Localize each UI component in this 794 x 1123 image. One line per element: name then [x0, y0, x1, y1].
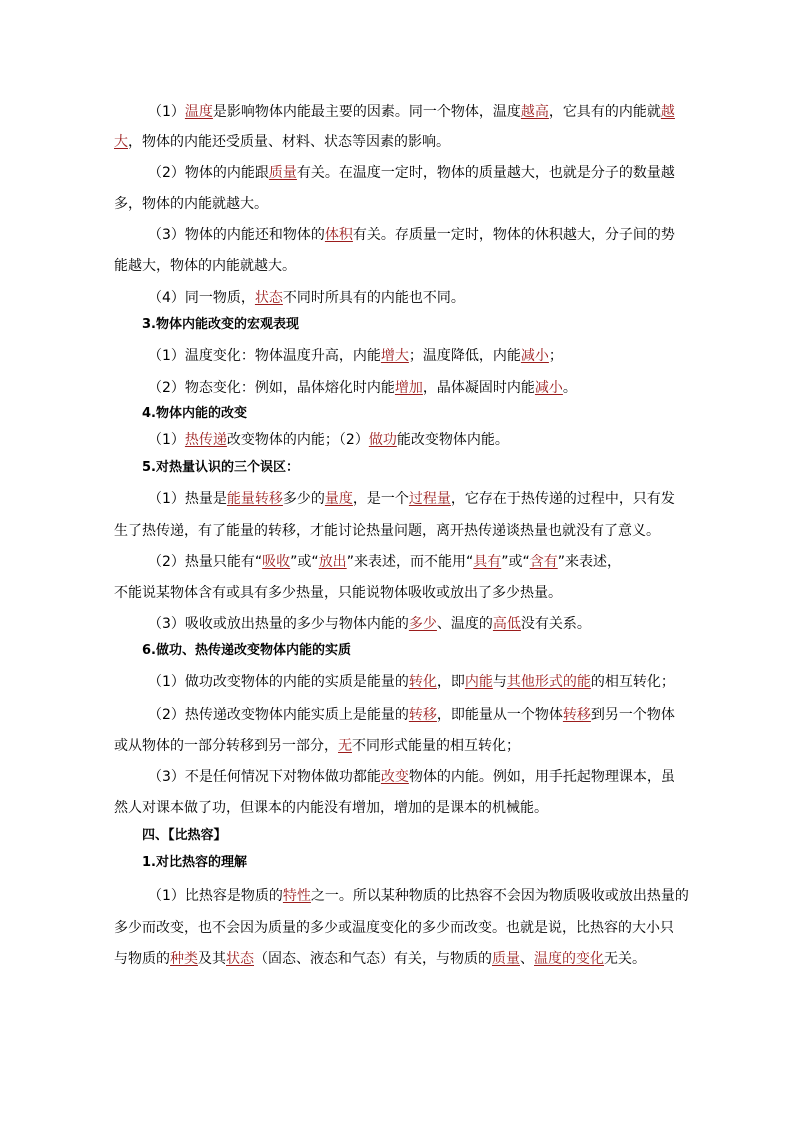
text: （3）吸收或放出热量的多少与物体内能的	[148, 616, 409, 632]
text: 能改变物体内能。	[396, 432, 509, 448]
keyword-process-quantity: 过程量	[408, 491, 451, 507]
text: 与物质的	[114, 951, 170, 967]
keyword-release: 放出	[318, 554, 347, 570]
heading-6: 6.做功、热传递改变物体内能的实质	[142, 643, 351, 658]
text: （2）热传递改变物体内能实质上是能量的	[148, 707, 409, 723]
paragraph-temp-change	[148, 346, 563, 366]
paragraph-temperature	[148, 102, 675, 122]
keyword-transfer: 转移	[408, 707, 437, 723]
text: 不同形式能量的相互转化；	[352, 738, 520, 754]
heading-5: 5.对热量认识的三个误区：	[142, 460, 299, 475]
keyword-state: 状态	[254, 290, 283, 306]
paragraph-state	[148, 288, 465, 308]
text: 不同时所具有的内能也不同。	[282, 290, 465, 306]
keyword-internal-energy: 内能	[464, 674, 493, 690]
keyword-level: 高低	[492, 616, 521, 632]
keyword-temp-change: 温度的变化	[534, 951, 604, 967]
keyword-have: 具有	[473, 554, 502, 570]
text: （2）物态变化：例如，晶体熔化时内能	[148, 380, 395, 396]
paragraph-temperature-cont	[114, 132, 450, 152]
keyword-work: 做功	[368, 432, 397, 448]
text: 的相互转化；	[590, 674, 675, 690]
heading-specific-heat: 1.对比热容的理解	[142, 855, 247, 870]
paragraph-heat-1-cont: 生了热传递，有了能量的转移，才能讨论热量问题，离开热传递谈热量也就没有了意义。	[114, 523, 660, 539]
heading-3: 3.物体内能改变的宏观表现	[142, 317, 299, 332]
text: ”或“	[501, 554, 530, 570]
paragraph-heat-1	[148, 489, 675, 509]
keyword-larger-cont: 大	[114, 134, 128, 150]
heading-4: 4.物体内能的改变	[142, 406, 247, 421]
paragraph-change-methods	[148, 430, 509, 450]
text: （3）物体的内能还和物体的	[148, 227, 325, 243]
paragraph-mass	[148, 163, 675, 183]
keyword-absorb: 吸收	[262, 554, 291, 570]
paragraph-essence-2	[148, 705, 675, 725]
keyword-temperature: 温度	[184, 104, 213, 120]
paragraph-heat-2	[148, 552, 621, 572]
text: 与	[492, 674, 507, 690]
text: ，即	[436, 674, 465, 690]
text: （3）不是任何情况下对物体做功都能	[148, 769, 381, 785]
text: （固态、液态和气态）有关，与物质的	[254, 951, 492, 967]
paragraph-essence-2-cont	[114, 736, 520, 756]
text: （1）	[148, 104, 185, 120]
text: 或从物体的一部分转移到另一部分，	[114, 738, 338, 754]
text: ”来表述，	[557, 554, 621, 570]
text: ，即能量从一个物体	[436, 707, 563, 723]
text: 无关。	[604, 951, 646, 967]
keyword-volume: 体积	[324, 227, 353, 243]
paragraph-essence-3	[148, 767, 675, 787]
keyword-higher: 越高	[520, 104, 549, 120]
keyword-state-2: 状态	[226, 951, 254, 967]
text: 、温度的	[436, 616, 493, 632]
paragraph-volume	[148, 225, 675, 245]
paragraph-heat-2-cont: 不能说某物体含有或具有多少热量，只能说物体吸收或放出了多少热量。	[114, 585, 562, 601]
text: ，它存在于热传递的过程中，只有发	[450, 491, 675, 507]
keyword-conversion: 转化	[408, 674, 437, 690]
keyword-energy-transfer: 能量转移	[226, 491, 283, 507]
paragraph-phase-change	[148, 378, 577, 398]
paragraph-essence-1	[148, 672, 675, 692]
text: 、	[520, 951, 534, 967]
text: 没有关系。	[520, 616, 591, 632]
text: ，物体的内能还受质量、材料、状态等因素的影响。	[128, 134, 450, 150]
keyword-property: 特性	[282, 888, 311, 904]
keyword-transfer-2: 转移	[562, 707, 591, 723]
text: 有关。在温度一定时，物体的质量越大，也就是分子的数量越	[296, 165, 675, 181]
keyword-heat-transfer: 热传递	[184, 432, 227, 448]
keyword-none: 无	[338, 738, 352, 754]
text: （1）温度变化：物体温度升高，内能	[148, 348, 381, 364]
keyword-other-forms: 其他形式的能	[506, 674, 591, 690]
text: 改变物体的内能；（2）	[226, 432, 369, 448]
text: 到另一个物体	[590, 707, 675, 723]
text: ”或“	[290, 554, 319, 570]
paragraph-specific-heat	[148, 886, 689, 906]
text: 及其	[198, 951, 226, 967]
keyword-measure: 量度	[324, 491, 353, 507]
paragraph-specific-heat-cont-2	[114, 949, 646, 969]
text: 物体的内能。例如，用手托起物理课本，虽	[408, 769, 675, 785]
paragraph-essence-3-cont: 然人对课本做了功，但课本的内能没有增加，增加的是课本的机械能。	[114, 800, 548, 816]
keyword-larger: 越	[660, 104, 675, 120]
keyword-amount: 多少	[408, 616, 437, 632]
keyword-change: 改变	[380, 769, 409, 785]
text: （1）比热容是物质的	[148, 888, 283, 904]
paragraph-specific-heat-cont: 多少而改变，也不会因为质量的多少或温度变化的多少而改变。也就是说，比热容的大小只	[114, 920, 674, 936]
keyword-mass-2: 质量	[492, 951, 520, 967]
keyword-decrease-2: 减小	[534, 380, 563, 396]
text: ，晶体凝固时内能	[422, 380, 535, 396]
keyword-decrease: 减小	[520, 348, 549, 364]
keyword-increase: 增大	[380, 348, 409, 364]
text: ，是一个	[352, 491, 409, 507]
heading-section-4: 四、【比热容】	[142, 828, 227, 843]
text: （2）热量只能有“	[148, 554, 263, 570]
text: 。	[562, 380, 577, 396]
paragraph-mass-cont: 多，物体的内能就越大。	[114, 196, 268, 212]
text: （1）	[148, 432, 185, 448]
text: ”来表述，而不能用“	[346, 554, 474, 570]
text: （4）同一物质，	[148, 290, 255, 306]
paragraph-heat-3	[148, 614, 591, 634]
text: （1）热量是	[148, 491, 227, 507]
keyword-type: 种类	[170, 951, 198, 967]
text: ；温度降低，内能	[408, 348, 521, 364]
text: 有关。存质量一定时，物体的休积越大，分子间的势	[352, 227, 675, 243]
text: 之一。所以某种物质的比热容不会因为物质吸收或放出热量的	[310, 888, 689, 904]
text: （2）物体的内能跟	[148, 165, 269, 181]
text: 多少的	[282, 491, 325, 507]
keyword-increase-2: 增加	[394, 380, 423, 396]
paragraph-volume-cont: 能越大，物体的内能就越大。	[114, 258, 296, 274]
keyword-mass: 质量	[268, 165, 297, 181]
text: ，它具有的内能就	[548, 104, 661, 120]
text: ；	[548, 348, 563, 364]
keyword-contain: 含有	[529, 554, 558, 570]
text: 是影响物体内能最主要的因素。同一个物体，温度	[212, 104, 521, 120]
text: （1）做功改变物体的内能的实质是能量的	[148, 674, 409, 690]
